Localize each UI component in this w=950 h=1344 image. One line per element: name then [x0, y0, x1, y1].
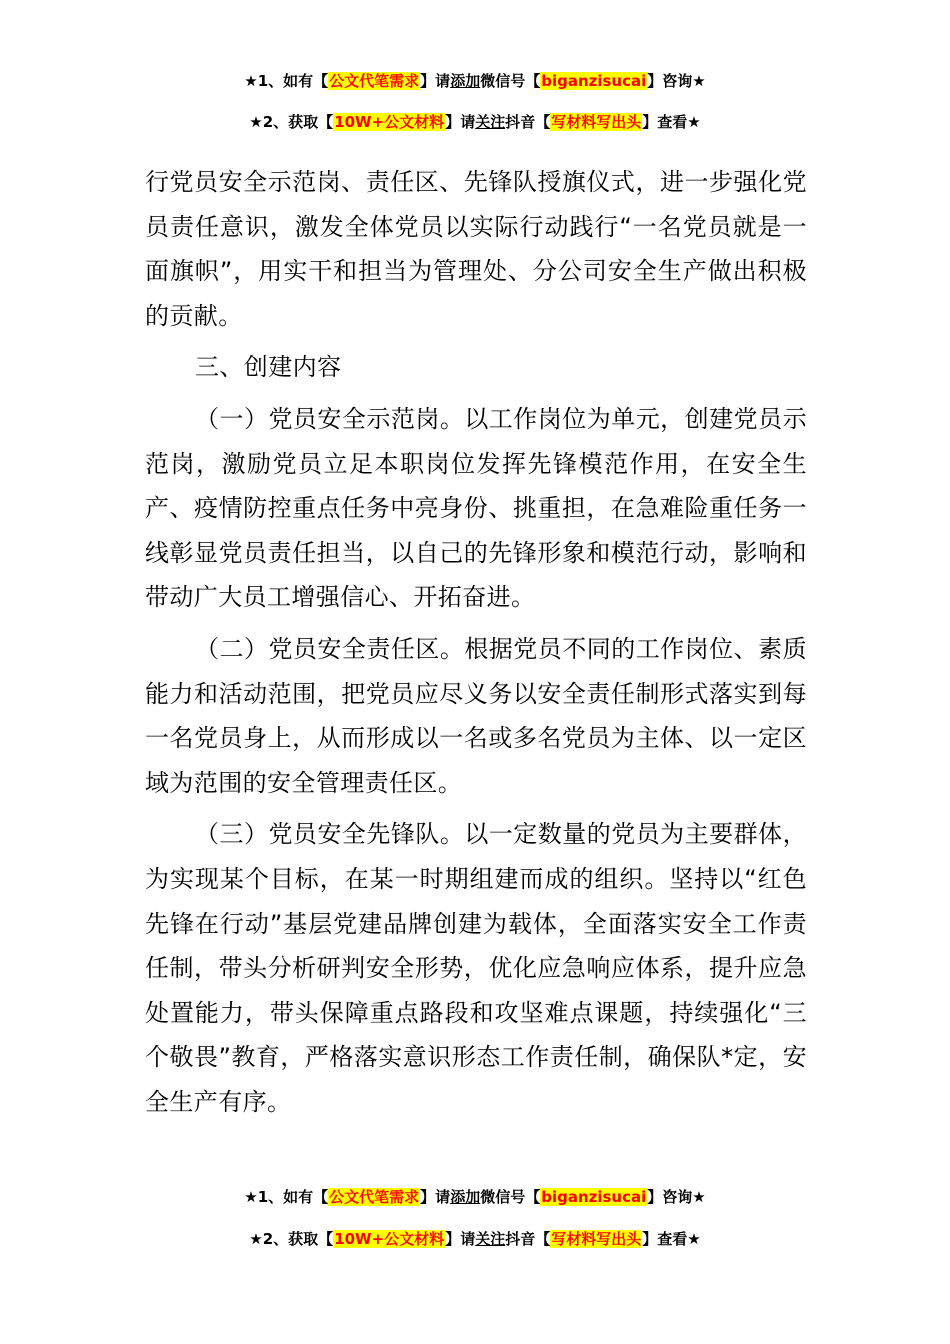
- promo-text: 微信号【: [480, 72, 541, 90]
- promo-highlight: biganzisucai: [541, 72, 647, 90]
- promo-text: 】咨询★: [647, 72, 706, 90]
- promo-highlight: 公文代笔需求: [329, 72, 420, 90]
- promo-text: 】咨询★: [647, 1188, 706, 1206]
- promo-text: 】请: [420, 1188, 451, 1206]
- paragraph-responsibility-area: （二）党员安全责任区。根据党员不同的工作岗位、素质能力和活动范围，把党员应尽义务以安全责任制形式落实到每一名党员身上，从而形成以一名或多名党员为主体、以一定区域为范围的安全管理责任区。: [145, 634, 807, 797]
- promo-highlight: 写材料写出头: [551, 113, 642, 131]
- promo-text: 抖音【: [505, 113, 551, 131]
- promo-text: 】查看★: [642, 113, 701, 131]
- header-promo-line-1: [0, 70, 950, 92]
- promo-text: 】请: [445, 113, 476, 131]
- paragraph-vanguard-team: （三）党员安全先锋队。以一定数量的党员为主要群体，为实现某个目标，在某一时期组建而成的组织。坚持以“红色先锋在行动”基层党建品牌创建为载体，全面落实安全工作责任制，带头分析研判安全形势，优化应急响应体系，提升应急处置能力，带头保障重点路段和攻坚难点课题，持续强化“三个敬畏”教育，严格落实意识形态工作责任制，确保队*定，安全生产有序。: [145, 820, 807, 1116]
- paragraph-demo-post: （一）党员安全示范岗。以工作岗位为单元，创建党员示范岗，激励党员立足本职岗位发挥先锋模范作用，在安全生产、疫情防控重点任务中亮身份、挑重担，在急难险重任务一线彰显党员责任担当，以自己的先锋形象和模范行动，影响和带动广大员工增强信心、开拓奋进。: [145, 404, 807, 612]
- promo-highlight: 10W+公文材料: [334, 113, 445, 131]
- promo-text: 】查看★: [642, 1230, 701, 1248]
- promo-highlight: 10W+公文材料: [334, 1230, 445, 1248]
- promo-text: ★1、如有【: [244, 1188, 329, 1206]
- section-heading: 三、创建内容: [195, 353, 342, 382]
- promo-highlight: 写材料写出头: [551, 1230, 642, 1248]
- paragraph-intro: 行党员安全示范岗、责任区、先锋队授旗仪式，进一步强化党员责任意识，激发全体党员以实际行动践行“一名党员就是一面旗帜”，用实干和担当为管理处、分公司安全生产做出积极的贡献。: [145, 168, 807, 330]
- promo-underlined-text: 关注: [475, 113, 506, 131]
- footer-promo-line-1: [0, 1186, 950, 1208]
- promo-text: 】请: [420, 72, 451, 90]
- document-body: [145, 160, 807, 1131]
- promo-underlined-text: 关注: [475, 1230, 506, 1248]
- promo-text: ★2、获取【: [249, 1230, 334, 1248]
- promo-text: ★2、获取【: [249, 113, 334, 131]
- promo-text: ★1、如有【: [244, 72, 329, 90]
- promo-highlight: biganzisucai: [541, 1188, 647, 1206]
- promo-text: 抖音【: [505, 1230, 551, 1248]
- footer-promo-line-2: [0, 1228, 950, 1250]
- header-promo-line-2: [0, 111, 950, 133]
- promo-highlight: 公文代笔需求: [329, 1188, 420, 1206]
- promo-text: 微信号【: [480, 1188, 541, 1206]
- promo-underlined-text: 添加: [450, 1188, 481, 1206]
- promo-text: 】请: [445, 1230, 476, 1248]
- promo-underlined-text: 添加: [450, 72, 481, 90]
